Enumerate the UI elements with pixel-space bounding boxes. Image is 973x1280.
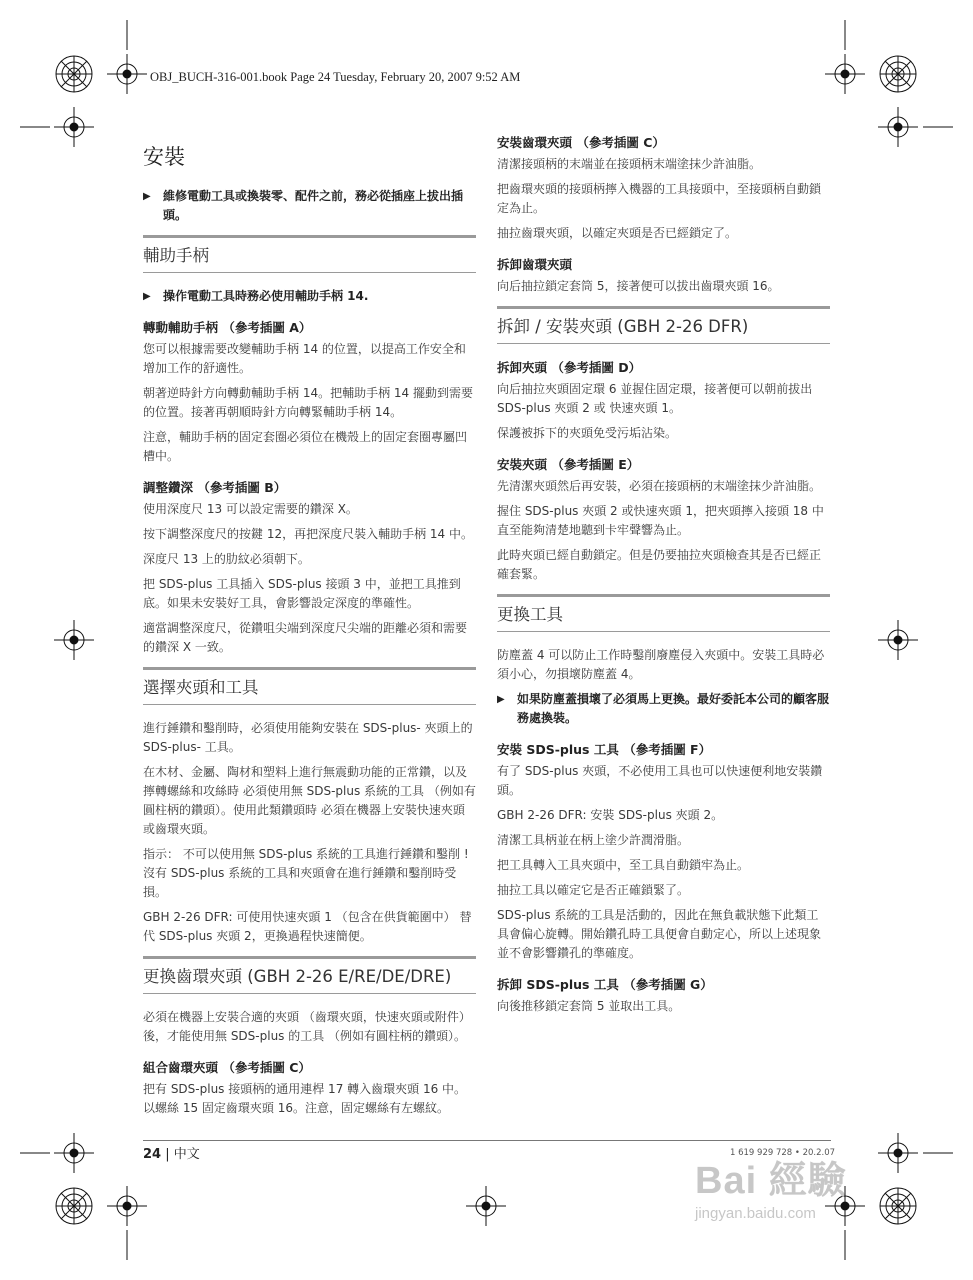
paragraph: GBH 2-26 DFR: 安裝 SDS-plus 夾頭 2。: [497, 808, 724, 822]
paragraph: 此時夾頭已經自動鎖定。但是仍要抽拉夾頭檢查其是否已經正確套緊。: [497, 548, 822, 581]
crosshair-mark-icon: [107, 1186, 147, 1226]
paragraph: 把工具轉入工具夾頭中，至工具自動鎖牢為止。: [497, 858, 750, 872]
warning-aux-handle: [143, 287, 476, 306]
subheading-install-gear-chuck: 安裝齒環夾頭 （參考插圖 C）: [497, 135, 665, 150]
left-column: [143, 135, 476, 1124]
section-heading-change-tool: 更換工具: [497, 594, 830, 632]
baidu-watermark: [695, 1158, 935, 1243]
paragraph: 朝著逆時針方向轉動輔助手柄 14。把輔助手柄 14 擺動到需要的位置。接著再朝順時針方向轉緊輔助手柄 14。: [143, 386, 473, 419]
paragraph: 深度尺 13 上的肋紋必須朝下。: [143, 552, 310, 566]
crosshair-mark-icon: [825, 54, 865, 94]
paragraph: 把齒環夾頭的接頭柄擰入機器的工具接頭中，至接頭柄自動鎖定為止。: [497, 182, 822, 215]
section-heading-chuck-select: 選擇夾頭和工具: [143, 667, 476, 705]
paragraph: 先清潔夾頭然后再安裝，必須在接頭柄的末端塗抹少許油脂。: [497, 479, 822, 493]
paragraph: 適當調整深度尺，從鑽咀尖端到深度尺尖端的距離必須和需要的鑽深 X 一致。: [143, 621, 468, 654]
paragraph: 保護被拆下的夾頭免受污垢沾染。: [497, 426, 678, 440]
paragraph: 您可以根據需要改變輔助手柄 14 的位置，以提高工作安全和增加工作的舒適性。: [143, 342, 466, 375]
subheading-depth: 調整鑽深 （參考插圖 B）: [143, 480, 287, 495]
subheading-remove-tool: 拆卸 SDS-plus 工具 （參考插圖 G）: [497, 977, 713, 992]
footer-doc-code: 1 619 929 728 • 20.2.07: [730, 1148, 836, 1158]
paragraph: 握住 SDS-plus 夾頭 2 或快速夾頭 1，把夾頭擰入接頭 18 中直至能夠清楚地聽到卡牢聲響為止。: [497, 504, 824, 537]
warning-dust-cover: [497, 690, 830, 728]
paragraph: 指示： 不可以使用無 SDS-plus 系統的工具進行錘鑽和鑿削 ! 沒有 SDS-plus 系統的工具和夾頭會在進行錘鑽和鑿削時受損。: [143, 847, 469, 899]
paragraph: 必須在機器上安裝合適的夾頭 （齒環夾頭，快速夾頭或附件）後，才能使用無 SDS-plus 的工具 （例如有圓柱柄的鑽頭）。: [143, 1010, 471, 1043]
color-target-icon: [56, 1188, 92, 1224]
paragraph: 抽拉齒環夾頭，以確定夾頭是否已經鎖定了。: [497, 226, 738, 240]
paragraph: 有了 SDS-plus 夾頭，不必使用工具也可以快速便利地安裝鑽頭。: [497, 764, 823, 797]
footer-separator: |: [161, 1147, 174, 1162]
color-target-icon: [56, 56, 92, 92]
print-header: OBJ_BUCH-316-001.book Page 24 Tuesday, February 20, 2007 9:52 AM: [150, 70, 521, 84]
section-heading-swap-chuck: 拆卸 / 安裝夾頭 (GBH 2-26 DFR): [497, 306, 830, 344]
section-heading-swap-gear-chuck: 更換齒環夾頭 (GBH 2-26 E/RE/DE/DRE): [143, 956, 476, 994]
paragraph: 按下調整深度尺的按鍵 12，再把深度尺裝入輔助手柄 14 中。: [143, 527, 473, 541]
paragraph: 把 SDS-plus 工具插入 SDS-plus 接頭 3 中，並把工具推到底。如果未安裝好工具，會影響設定深度的準確性。: [143, 577, 461, 610]
paragraph: 進行錘鑽和鑿削時，必須使用能夠安裝在 SDS-plus- 夾頭上的 SDS-plus- 工具。: [143, 721, 473, 754]
paragraph: 注意，輔助手柄的固定套圈必須位在機殼上的固定套圈專屬凹槽中。: [143, 430, 468, 463]
crosshair-mark-icon: [878, 620, 918, 660]
paragraph: 向后抽拉夾頭固定環 6 並握住固定環，接著便可以朝前拔出 SDS-plus 夾頭 2 或 快速夾頭 1。: [497, 382, 813, 415]
crosshair-mark-icon: [107, 54, 147, 94]
paragraph: 使用深度尺 13 可以設定需要的鑽深 X。: [143, 502, 358, 516]
crosshair-mark-icon: [54, 620, 94, 660]
right-column: [497, 133, 830, 1022]
crosshair-mark-icon: [878, 107, 918, 147]
paragraph: 清潔工具柄並在柄上塗少許潤滑脂。: [497, 833, 690, 847]
subheading-rotate-handle: 轉動輔助手柄 （參考插圖 A）: [143, 320, 312, 335]
subheading-remove-chuck: 拆卸夾頭 （參考插圖 D）: [497, 360, 642, 375]
section-heading-aux-handle: 輔助手柄: [143, 235, 476, 273]
arrow-right-icon: ▶: [143, 191, 151, 202]
footer-divider: [143, 1140, 831, 1141]
color-target-icon: [880, 56, 916, 92]
warning-unplug: [143, 187, 476, 225]
subheading-remove-gear-chuck: 拆卸齒環夾頭: [497, 257, 573, 272]
crosshair-mark-icon: [466, 1186, 506, 1226]
footer-language: 中文: [173, 1147, 200, 1162]
warning-text: 操作電動工具時務必使用輔助手柄 14.: [163, 289, 369, 303]
paragraph: 把有 SDS-plus 接頭柄的通用連桿 17 轉入齒環夾頭 16 中。以螺絲 15 固定齒環夾頭 16。注意，固定螺絲有左螺紋。: [143, 1082, 467, 1115]
paragraph: 向後推移鎖定套筒 5 並取出工具。: [497, 999, 681, 1013]
paragraph: 防塵蓋 4 可以防止工作時鑿削廢塵侵入夾頭中。安裝工具時必須小心，勿損壞防塵蓋 4。: [497, 648, 825, 681]
page-number: 24: [143, 1147, 162, 1162]
watermark-url: jingyan.baidu.com: [695, 1205, 816, 1222]
subheading-install-tool: 安裝 SDS-plus 工具 （參考插圖 F）: [497, 742, 712, 757]
crosshair-mark-icon: [54, 1133, 94, 1173]
paragraph: 在木材、金屬、陶材和塑料上進行無震動功能的正常鑽，以及擰轉螺絲和攻絲時 必須使用無 SDS-plus 系統的工具 （例如有圓柱柄的鑽頭）。使用此類鑽頭時 必須在機器上安裝快速夾頭或齒環夾頭。: [143, 765, 476, 836]
paragraph: 向后抽拉鎖定套筒 5，接著便可以拔出齒環夾頭 16。: [497, 279, 780, 293]
crosshair-mark-icon: [54, 107, 94, 147]
footer-page-label: [143, 1143, 200, 1162]
arrow-right-icon: ▶: [497, 694, 505, 705]
subheading-install-chuck: 安裝夾頭 （參考插圖 E）: [497, 457, 640, 472]
paragraph: GBH 2-26 DFR: 可使用快速夾頭 1 （包含在供貨範圍中） 替代 SDS-plus 夾頭 2，更換過程快速簡便。: [143, 910, 472, 943]
arrow-right-icon: ▶: [143, 291, 151, 302]
watermark-brand: Bai 經驗: [695, 1160, 847, 1202]
paragraph: 抽拉工具以確定它是否正確鎖緊了。: [497, 883, 690, 897]
warning-text: 維修電動工具或換裝零、配件之前，務必從插座上拔出插頭。: [163, 189, 464, 222]
warning-text: 如果防塵蓋損壞了必須馬上更換。最好委託本公司的顧客服務處換裝。: [517, 692, 830, 725]
section-title-install: 安裝: [143, 145, 185, 169]
paragraph: 清潔接頭柄的末端並在接頭柄末端塗抹少許油脂。: [497, 157, 762, 171]
subheading-assemble-gear-chuck: 組合齒環夾頭 （參考插圖 C）: [143, 1060, 311, 1075]
paragraph: SDS-plus 系統的工具是活動的，因此在無負載狀態下此類工具會偏心旋轉。開始鑽孔時工具便會自動定心，所以上述現象並不會影響鑽孔的準確度。: [497, 908, 822, 960]
